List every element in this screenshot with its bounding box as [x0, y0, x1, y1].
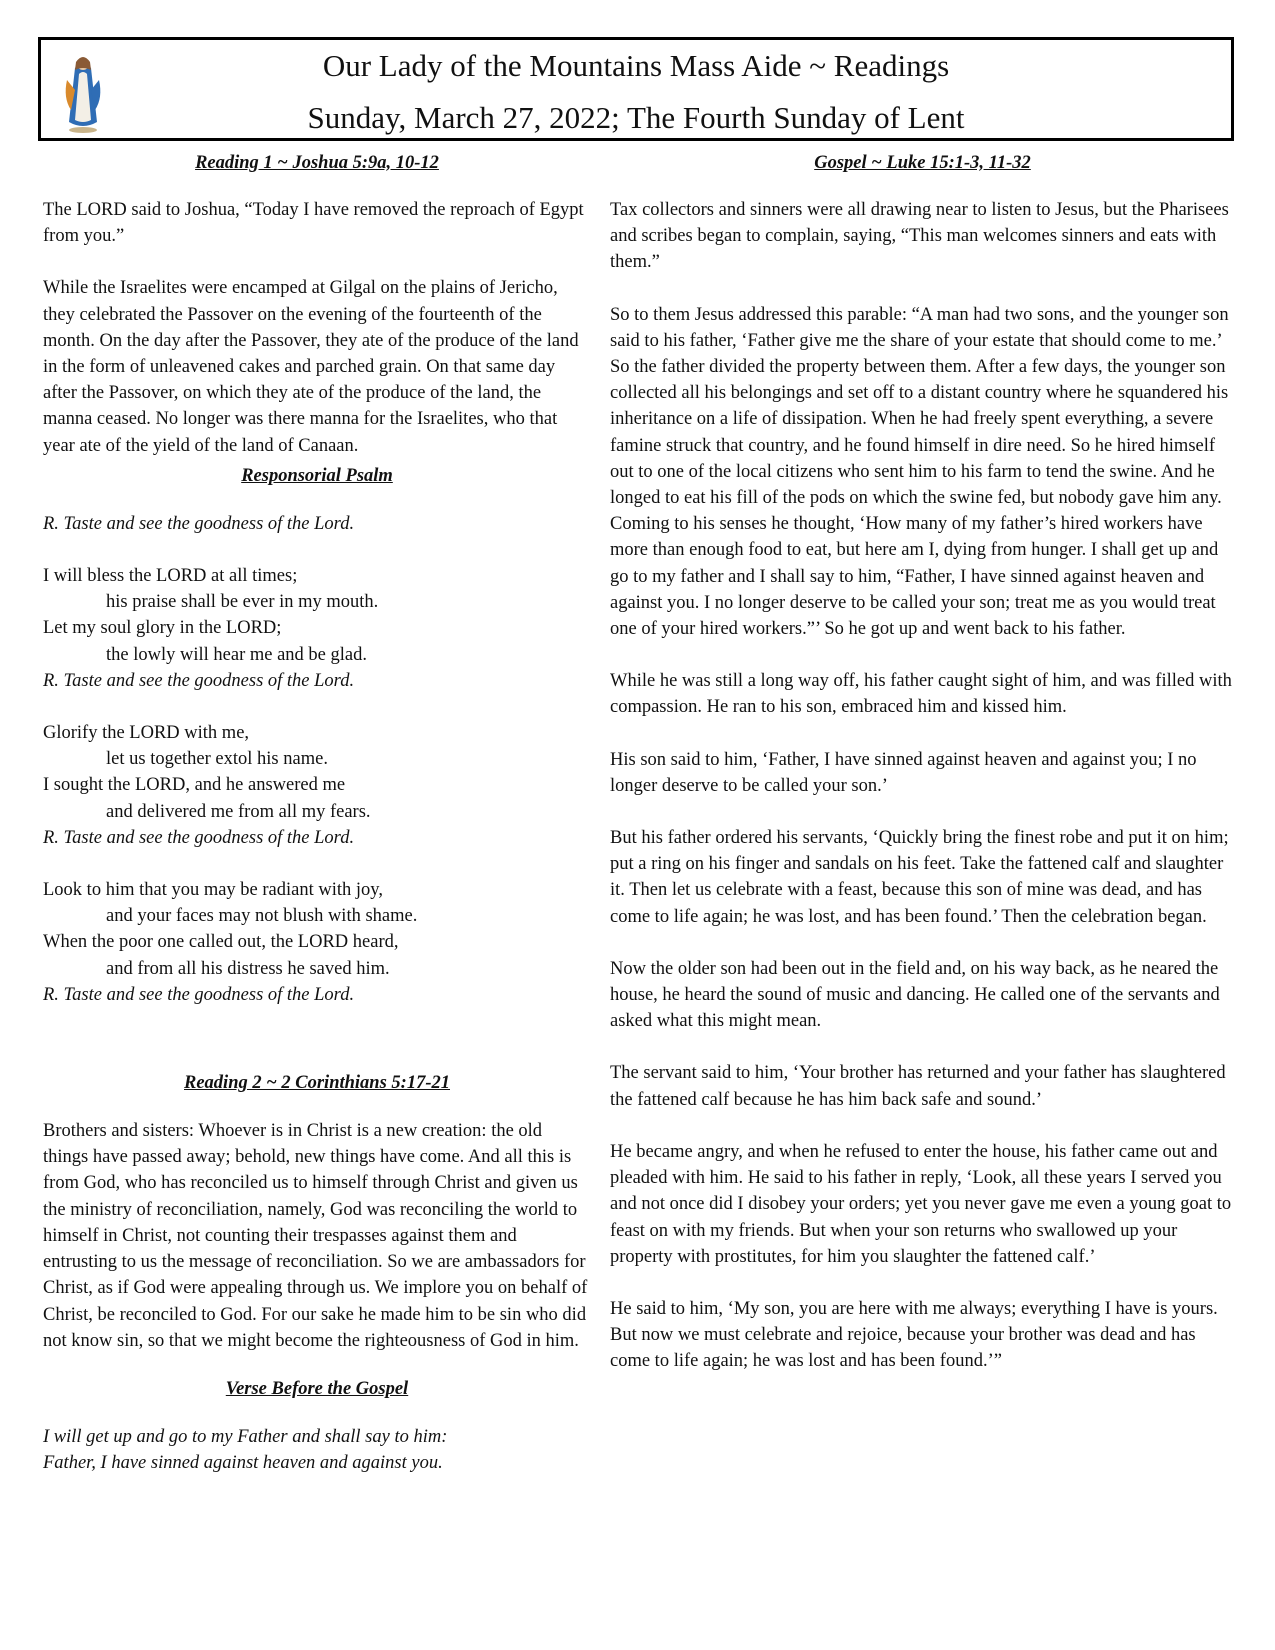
psalm-line: I sought the LORD, and he answered me — [43, 775, 346, 796]
page-title: Our Lady of the Mountains Mass Aide ~ Readings — [322, 48, 950, 83]
psalm-line: Look to him that you may be radiant with joy, — [43, 880, 383, 901]
reading2-heading: Reading 2 ~ 2 Corinthians 5:17-21 — [184, 1073, 450, 1094]
gospel-paragraph: His son said to him, ‘Father, I have sinned against heaven and against you; I no longer deserve to be called your son.’ — [610, 749, 1197, 796]
gospel-paragraph: The servant said to him, ‘Your brother has returned and your father has slaughtered the fattened calf because he has him back safe and sound.’ — [610, 1063, 1226, 1110]
psalm-line: the lowly will hear me and be glad. — [106, 644, 367, 665]
page-subtitle: Sunday, March 27, 2022; The Fourth Sunday of Lent — [307, 100, 965, 135]
psalm-line: and delivered me from all my fears. — [106, 801, 371, 822]
gospel-paragraph: While he was still a long way off, his father caught sight of him, and was filled with compassion. He ran to his son, embraced him and kissed him. — [610, 671, 1232, 718]
psalm-line: his praise shall be ever in my mouth. — [106, 592, 379, 613]
psalm-line: and from all his distress he saved him. — [106, 958, 390, 979]
psalm-line: When the poor one called out, the LORD heard, — [43, 932, 399, 953]
gospel-paragraph: He said to him, ‘My son, you are here with me always; everything I have is yours. But now we must celebrate and rejoice, because your brother was dead and has come to life again; he was lost and has been found.’” — [610, 1298, 1218, 1372]
reading2-paragraph: Brothers and sisters: Whoever is in Christ is a new creation: the old things have passed away; behold, new things have come. And all this is from God, who has reconciled us to himself through Christ and given us the ministry of reconciliation, namely, God was reconciling the world to himself in Christ, not counting their trespasses against them and entrusting to us the message of reconciliation. So we are ambassadors for Christ, as if God were appealing through us. We implore you on behalf of Christ, be reconciled to God. For our sake he made him to be sin who did not know sin, so that we might become the righteousness of God in him. — [43, 1121, 588, 1351]
psalm-line: Let my soul glory in the LORD; — [43, 618, 282, 639]
gospel-heading: Gospel ~ Luke 15:1-3, 11-32 — [814, 153, 1031, 173]
gospel-paragraph: Tax collectors and sinners were all drawing near to listen to Jesus, but the Pharisees and scribes began to complain, saying, “This man welcomes sinners and eats with them.” — [610, 200, 1229, 273]
psalm-response: R. Taste and see the goodness of the Lord. — [43, 670, 355, 691]
verse-line: I will get up and go to my Father and shall say to him: — [43, 1426, 448, 1447]
psalm-line: I will bless the LORD at all times; — [43, 566, 298, 587]
psalm-response: R. Taste and see the goodness of the Lord. — [43, 984, 355, 1005]
gospel-paragraph: He became angry, and when he refused to enter the house, his father came out and pleaded with him. He said to his father in reply, ‘Look, all these years I served you and not once did I disobey your orders; yet you never gave me even a young goat to feast on with my friends. But when your son returns who swallowed up your property with prostitutes, for him you slaughter the fattened calf.’ — [610, 1141, 1232, 1267]
reading1-heading: Reading 1 ~ Joshua 5:9a, 10-12 — [195, 153, 439, 173]
psalm-response: R. Taste and see the goodness of the Lord. — [43, 827, 355, 848]
psalm-response: R. Taste and see the goodness of the Lord. — [43, 513, 355, 534]
verse-heading: Verse Before the Gospel — [225, 1378, 409, 1399]
reading1-paragraph: While the Israelites were encamped at Gilgal on the plains of Jericho, they celebrated the Passover on the evening of the fourteenth of the month. On the day after the Passover, they ate of the produce of the land in the form of unleavened cakes and parched grain. On that same day after the Passover, on which they ate of the produce of the land, the manna ceased. No longer was there manna for the Israelites, who that year ate of the yield of the land of Canaan. — [43, 278, 579, 456]
right-column — [610, 150, 1235, 1375]
psalm-line: let us together extol his name. — [106, 749, 328, 770]
gospel-paragraph: But his father ordered his servants, ‘Quickly bring the finest robe and put it on him; put a ring on his finger and sandals on his feet. Take the fattened calf and slaughter it. Then let us celebrate with a feast, because this son of mine was dead, and has come to life again; he was lost, and has been found.’ Then the celebration began. — [610, 828, 1229, 927]
page-header — [38, 37, 1234, 141]
gospel-paragraph: Now the older son had been out in the field and, on his way back, as he neared the house, he heard the sound of music and dancing. He called one of the servants and asked what this might mean. — [610, 958, 1220, 1032]
psalm-line: Glorify the LORD with me, — [43, 723, 250, 744]
psalm-line: and your faces may not blush with shame. — [106, 906, 418, 927]
psalm-heading: Responsorial Psalm — [241, 465, 393, 486]
verse-line: Father, I have sinned against heaven and against you. — [43, 1453, 443, 1474]
gospel-paragraph: So to them Jesus addressed this parable: “A man had two sons, and the younger son said to his father, ‘Father give me the share of your estate that should come to me.’ So the father divided the property between them. After a few days, the younger son collected all his belongings and set off to a distant country where he squandered his inheritance on a life of dissipation. When he had freely spent everything, a severe famine struck that country, and he found himself in dire need. So he hired himself out to one of the local citizens who sent him to his farm to tend the swine. And he longed to eat his fill of the pods on which the swine fed, but nobody gave him any. Coming to his senses he thought, ‘How many of my father’s hired workers have more than enough food to eat, but here am I, dying from hunger. I shall get up and go to my father and I shall say to him, “Father, I have sinned against heaven and against you. I no longer deserve to be called your son; treat me as you would treat one of your hired workers.”’ So he got up and went back to his father. — [610, 304, 1229, 640]
reading1-paragraph: The LORD said to Joshua, “Today I have removed the reproach of Egypt from you.” — [43, 200, 584, 247]
left-column — [43, 150, 591, 1476]
